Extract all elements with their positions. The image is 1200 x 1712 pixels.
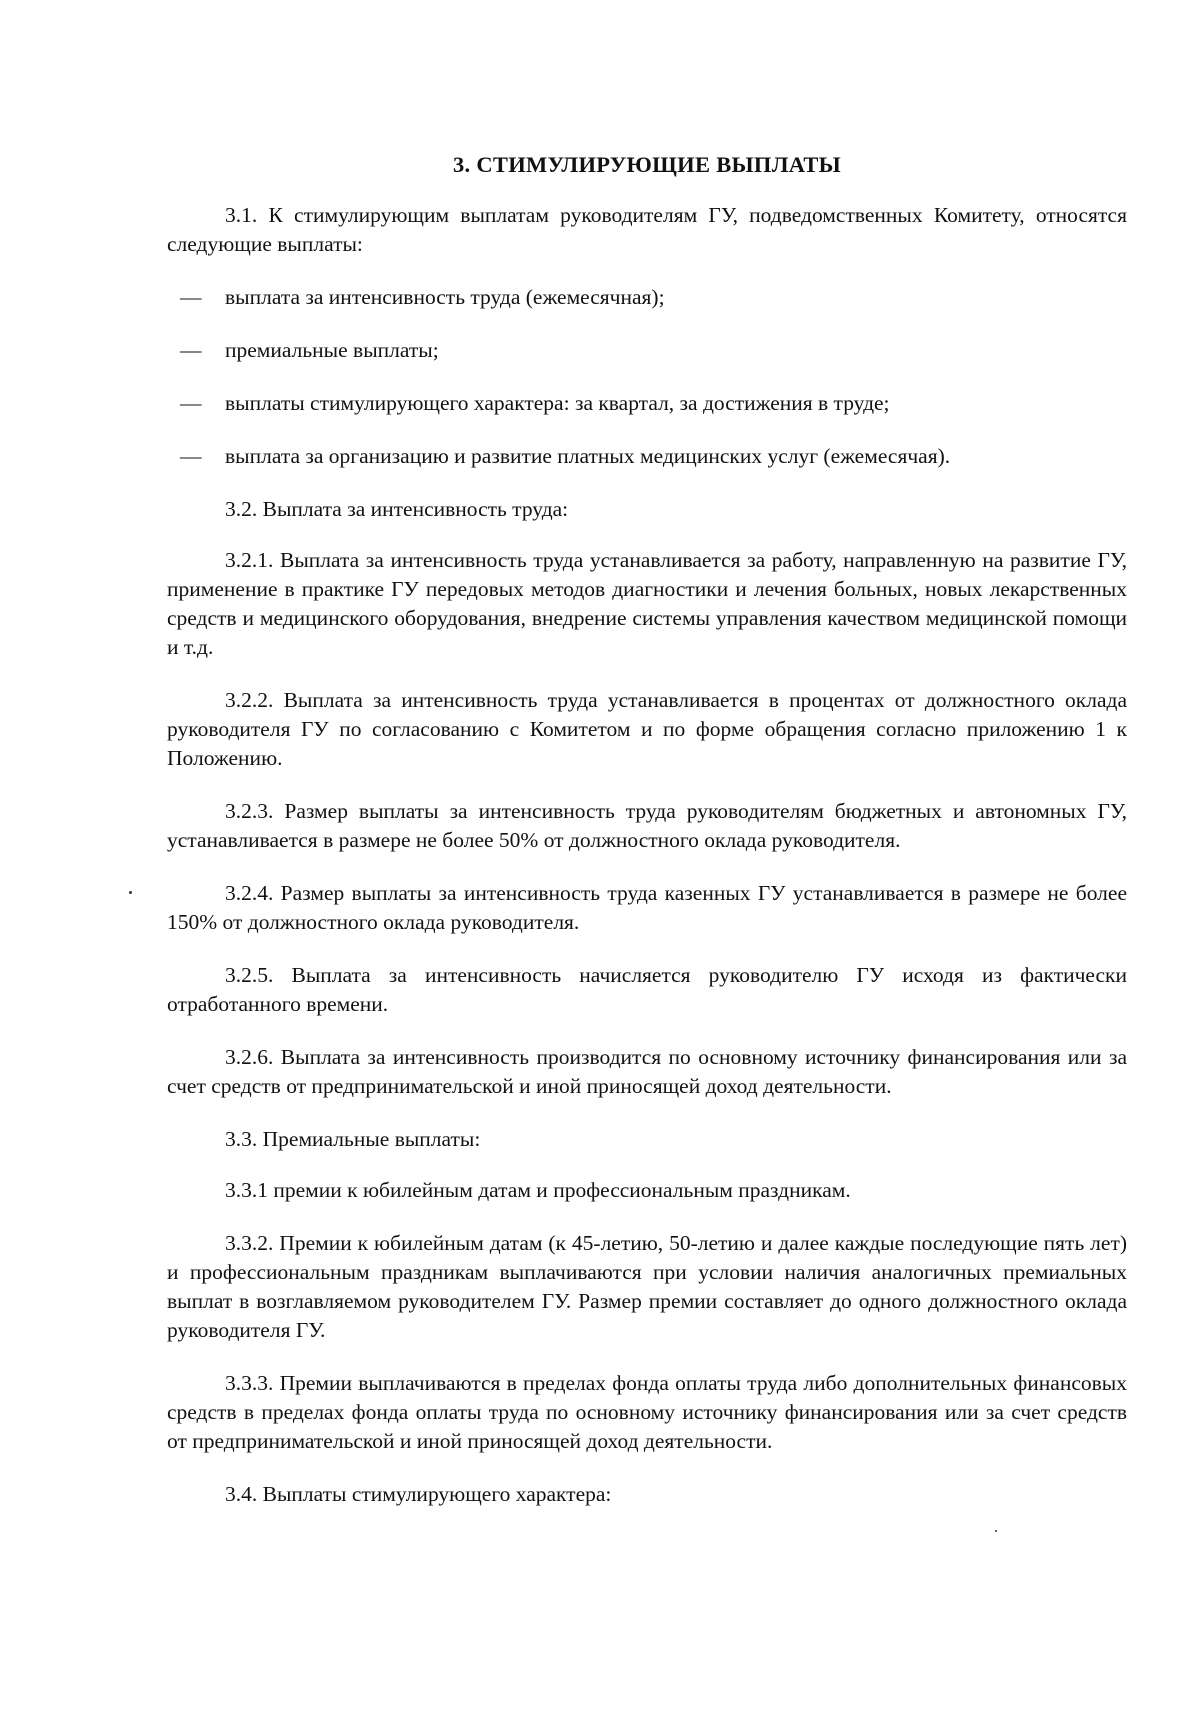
paragraph-3-3-2: 3.3.2. Премии к юбилейным датам (к 45-летию, 50-летию и далее каждые последующие пять лет) и профессиональным праздникам выплачиваются при условии наличия аналогичных премиальных выплат в возглавляемом руководителем ГУ. Размер премии составляет до одного должностного оклада руководителя ГУ. xyxy=(167,1231,1127,1342)
bullet-text: выплата за интенсивность труда (ежемесячная); xyxy=(225,285,665,309)
dash-bullet-icon: — xyxy=(180,391,202,415)
bullet-text: премиальные выплаты; xyxy=(225,338,439,362)
bullet-item xyxy=(167,283,1127,312)
paragraph-3-3: 3.3. Премиальные выплаты: xyxy=(225,1127,481,1151)
dash-bullet-icon: — xyxy=(180,285,202,309)
paragraph-3-2: 3.2. Выплата за интенсивность труда: xyxy=(225,497,569,521)
paragraph-3-2-2: 3.2.2. Выплата за интенсивность труда устанавливается в процентах от должностного оклада руководителя ГУ по согласованию с Комитетом и по форме обращения согласно приложению 1 к Положению. xyxy=(167,688,1127,770)
scan-speck xyxy=(129,891,132,894)
scan-speck xyxy=(995,1530,997,1532)
paragraph-3-1: 3.1. К стимулирующим выплатам руководителям ГУ, подведомственных Комитету, относятся следующие выплаты: xyxy=(167,203,1127,256)
paragraph-3-2-3: 3.2.3. Размер выплаты за интенсивность труда руководителям бюджетных и автономных ГУ, устанавливается в размере не более 50% от должностного оклада руководителя. xyxy=(167,799,1127,852)
paragraph-3-2-4: 3.2.4. Размер выплаты за интенсивность труда казенных ГУ устанавливается в размере не более 150% от должностного оклада руководителя. xyxy=(167,881,1127,934)
paragraph-3-3-3: 3.3.3. Премии выплачиваются в пределах фонда оплаты труда либо дополнительных финансовых средств в пределах фонда оплаты труда по основному источнику финансирования или за счет средств от предпринимательской и иной приносящей доход деятельности. xyxy=(167,1371,1127,1453)
section-heading: 3. СТИМУЛИРУЮЩИЕ ВЫПЛАТЫ xyxy=(452,152,842,177)
bullet-item xyxy=(167,336,1127,365)
paragraph-3-3-1: 3.3.1 премии к юбилейным датам и профессиональным праздникам. xyxy=(225,1178,851,1202)
paragraph-3-4: 3.4. Выплаты стимулирующего характера: xyxy=(225,1482,612,1506)
bullet-item xyxy=(167,389,1127,418)
paragraph-3-2-6: 3.2.6. Выплата за интенсивность производится по основному источнику финансирования или за счет средств от предпринимательской и иной приносящей доход деятельности. xyxy=(167,1045,1127,1098)
bullet-text: выплаты стимулирующего характера: за квартал, за достижения в труде; xyxy=(225,391,890,415)
paragraph-3-2-1: 3.2.1. Выплата за интенсивность труда устанавливается за работу, направленную на развитие ГУ, применение в практике ГУ передовых методов диагностики и лечения больных, новых лекарственных средств и медицинского оборудования, внедрение системы управления качеством медицинской помощи и т.д. xyxy=(167,548,1127,659)
paragraph-3-2-5: 3.2.5. Выплата за интенсивность начисляется руководителю ГУ исходя из фактически отработанного времени. xyxy=(167,963,1127,1016)
dash-bullet-icon: — xyxy=(180,338,202,362)
document-body xyxy=(167,150,1127,1533)
bullet-item xyxy=(167,442,1127,471)
bullet-text: выплата за организацию и развитие платных медицинских услуг (ежемесячая). xyxy=(225,444,951,468)
dash-bullet-icon: — xyxy=(180,444,202,468)
